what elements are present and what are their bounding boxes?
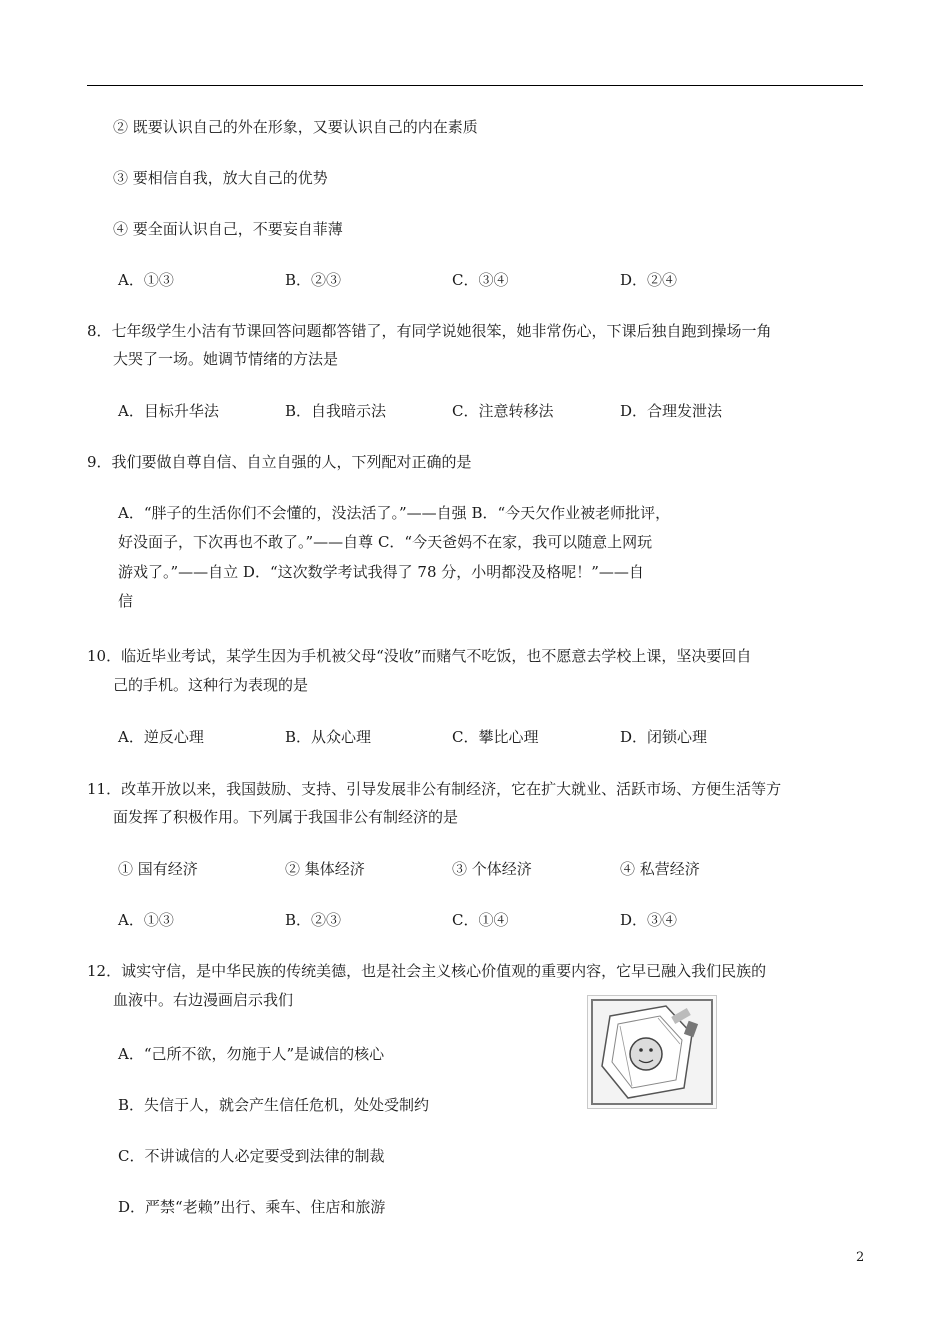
q9-options-line-2: 好没面子，下次再也不敢了。”——自尊 C．“今天爸妈不在家，我可以随意上网玩: [118, 533, 653, 551]
q9-options-line-4: 信: [118, 592, 134, 610]
q11-option-a: A．①③: [118, 911, 174, 929]
q12-option-a: A．“己所不欲，勿施于人”是诚信的核心: [118, 1045, 385, 1063]
q11-option-c: C．①④: [452, 911, 509, 929]
q8-stem-line-1: 8．七年级学生小洁有节课回答问题都答错了，有同学说她很笨，她非常伤心，下课后独自跑到操场一角: [87, 322, 772, 340]
q8-option-d: D．合理发泄法: [620, 402, 723, 420]
q7-option-d: D．②④: [620, 271, 678, 289]
q11-item-4: ④ 私营经济: [620, 860, 700, 878]
header-rule: [87, 85, 863, 86]
q9-stem: 9．我们要做自尊自信、自立自强的人，下列配对正确的是: [87, 453, 472, 471]
q10-option-a: A．逆反心理: [118, 728, 204, 746]
cartoon-illustration-icon: [588, 996, 716, 1108]
q7-statement-3: ③ 要相信自我，放大自己的优势: [113, 169, 328, 187]
q11-stem-line-2: 面发挥了积极作用。下列属于我国非公有制经济的是: [113, 808, 459, 826]
q11-item-2: ② 集体经济: [285, 860, 365, 878]
q10-option-b: B．从众心理: [285, 728, 372, 746]
q7-option-b: B．②③: [285, 271, 342, 289]
q12-option-d: D．严禁“老赖”出行、乘车、住店和旅游: [118, 1198, 386, 1216]
q11-item-3: ③ 个体经济: [452, 860, 532, 878]
q12-stem-line-1: 12．诚实守信，是中华民族的传统美德，也是社会主义核心价值观的重要内容，它早已融入我们民族的: [87, 962, 767, 980]
q8-option-a: A．目标升华法: [118, 402, 219, 420]
q10-option-c: C．攀比心理: [452, 728, 539, 746]
q10-stem-line-1: 10．临近毕业考试，某学生因为手机被父母“没收”而赌气不吃饭，也不愿意去学校上课，坚决要回自: [87, 647, 752, 665]
page-number: 2: [856, 1250, 865, 1265]
q7-option-a: A．①③: [118, 271, 174, 289]
q7-option-c: C．③④: [452, 271, 509, 289]
q11-option-b: B．②③: [285, 911, 342, 929]
q9-options-line-3: 游戏了。”——自立 D．“这次数学考试我得了 78 分，小明都没及格呢！”——自: [118, 563, 644, 581]
q11-stem-line-1: 11．改革开放以来，我国鼓励、支持、引导发展非公有制经济，它在扩大就业、活跃市场、方便生活等方: [87, 780, 782, 798]
q10-option-d: D．闭锁心理: [620, 728, 708, 746]
q7-statement-4: ④ 要全面认识自己，不要妄自菲薄: [113, 220, 343, 238]
q9-options-line-1: A．“胖子的生活你们不会懂的，没法活了。”——自强 B．“今天欠作业被老师批评，: [118, 504, 671, 522]
q12-option-c: C．不讲诚信的人必定要受到法律的制裁: [118, 1147, 385, 1165]
q11-option-d: D．③④: [620, 911, 678, 929]
q8-option-b: B．自我暗示法: [285, 402, 387, 420]
q12-option-b: B．失信于人，就会产生信任危机，处处受制约: [118, 1096, 430, 1114]
q11-item-1: ① 国有经济: [118, 860, 198, 878]
credit-cartoon-image: [587, 995, 717, 1109]
q12-stem-line-2: 血液中。右边漫画启示我们: [113, 991, 294, 1009]
q7-statement-2: ② 既要认识自己的外在形象，又要认识自己的内在素质: [113, 118, 478, 136]
q8-option-c: C．注意转移法: [452, 402, 554, 420]
q8-stem-line-2: 大哭了一场。她调节情绪的方法是: [113, 350, 339, 368]
q10-stem-line-2: 己的手机。这种行为表现的是: [113, 676, 309, 694]
